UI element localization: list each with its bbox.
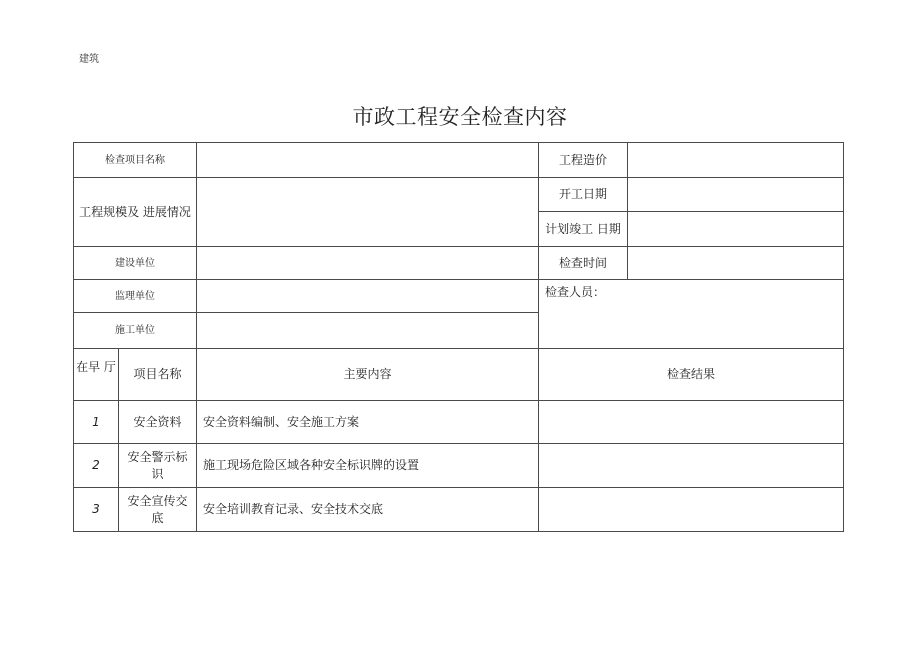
scale-progress-value[interactable] [197,178,538,246]
row-item-name: 安全宣传交底 [127,493,188,525]
builder-unit-label: 建设单位 [115,257,155,269]
row-number: 1 [92,414,100,429]
planned-completion-value[interactable] [628,212,843,246]
row-content: 安全资料编制、安全施工方案 [203,414,360,429]
row-result[interactable] [539,488,843,531]
contractor-unit-label: 施工单位 [115,325,155,336]
contractor-unit-value[interactable] [197,313,538,348]
builder-unit-value[interactable] [197,247,538,279]
row-content: 施工现场危险区域各种安全标识牌的设置 [203,458,420,472]
start-date-label: 开工日期 [558,187,607,201]
start-date-value[interactable] [628,178,843,211]
check-time-value[interactable] [628,247,843,279]
scale-progress-label: 工程规模及 进展情况 [79,204,191,219]
inspectors-label: 检查人员： [545,285,606,299]
project-name-label: 检查项目名称 [105,154,165,166]
planned-completion-label: 计划竣工 日期 [545,221,621,236]
cost-label: 工程造价 [558,152,607,167]
row-content: 安全培训教育记录、安全技术交底 [203,502,384,516]
table-border-right [843,142,844,532]
row-number: 3 [92,502,100,516]
project-name-value[interactable] [197,143,538,177]
cost-value[interactable] [628,143,843,177]
row-item-name: 安全警示标识 [127,449,188,481]
item-name-header: 项目名称 [133,367,182,381]
check-result-header: 检查结果 [666,367,715,381]
supervisor-unit-label: 监理单位 [115,290,155,302]
check-time-label: 检查时间 [558,255,607,270]
supervisor-unit-value[interactable] [197,280,538,312]
seq-header: 在早 厅 [76,359,116,374]
row-number: 2 [92,458,100,472]
header-tag: 建筑 [79,54,99,65]
page-title: 市政工程安全检查内容 [352,105,568,129]
table-border-bottom [73,531,844,532]
row-result[interactable] [539,444,843,487]
row-result[interactable] [539,401,843,443]
row-item-name: 安全资料 [133,414,182,429]
main-content-header: 主要内容 [343,367,392,381]
